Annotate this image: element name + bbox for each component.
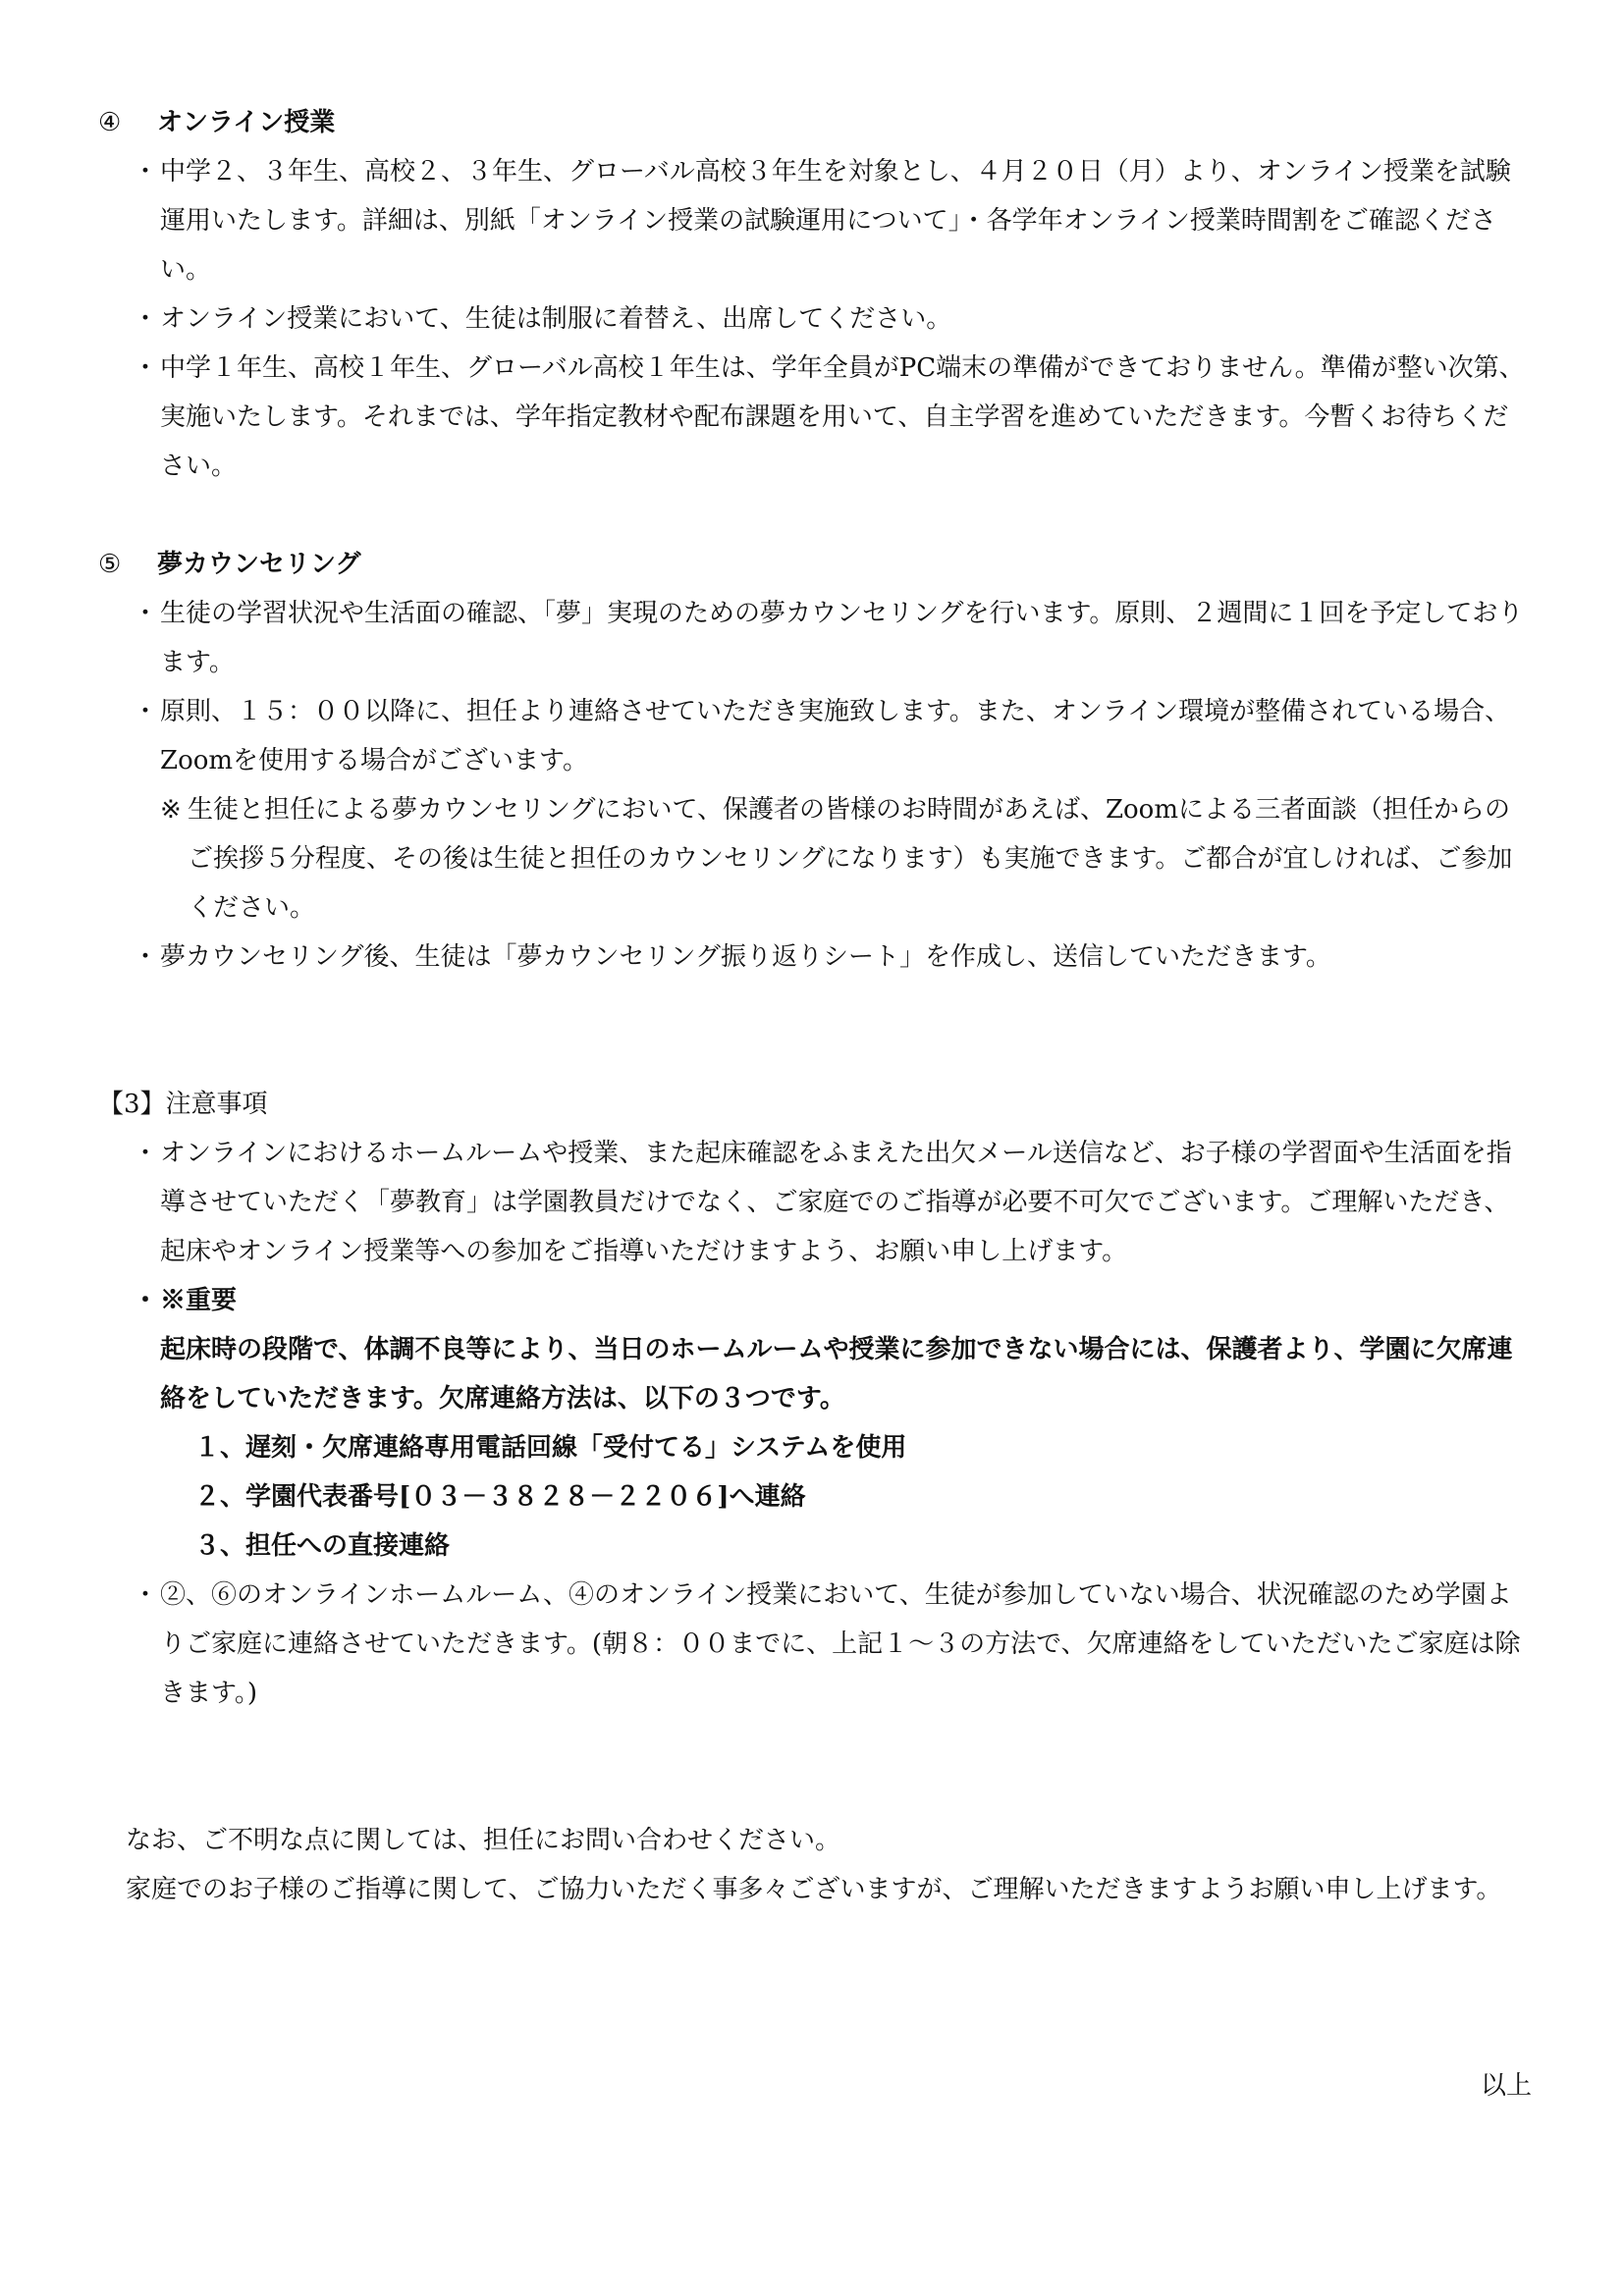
bullet-text: 原則、１５：００以降に、担任より連絡させていただき実施致します。また、オンライン環境が整備されている場合、Zoomを使用する場合がございます。 bbox=[160, 697, 1511, 775]
important-label-row bbox=[133, 1276, 1532, 1325]
section-4-heading bbox=[98, 98, 1532, 147]
section-5-bullet bbox=[133, 687, 1532, 785]
bullet-text: オンラインにおけるホームルームや授業、また起床確認をふまえた出欠メール送信など、お子様の学習面や生活面を指導させていただく「夢教育」は学園教員だけでなく、ご家庭でのご指導が必要不可欠でございます。ご理解いただき、起床やオンライン授業等への参加をご指導いただけますよう、お願い申し上げます。 bbox=[160, 1139, 1512, 1266]
notes-bullet bbox=[133, 1571, 1532, 1718]
note-text: 生徒と担任による夢カウンセリングにおいて、保護者の皆様のお時間があえば、Zoomによる三者面談（担任からのご挨拶５分程度、その後は生徒と担任のカウンセリングになります）も実施できます。ご都合が宜しければ、ご参加ください。 bbox=[188, 795, 1513, 923]
closing-paragraph: 家庭でのお子様のご指導に関して、ご協力いただく事多々ございますが、ご理解いただきますようお願い申し上げます。 bbox=[126, 1875, 1502, 1904]
notes-heading: 【3】注意事項 bbox=[98, 1090, 268, 1119]
closing-end: 以上 bbox=[1480, 2071, 1532, 2101]
bullet-mark: ・ bbox=[133, 1580, 159, 1610]
note-mark: ※ bbox=[160, 795, 182, 825]
section-5-note bbox=[160, 785, 1532, 933]
bullet-text: 中学１年生、高校１年生、グローバル高校１年生は、学年全員がPC端末の準備ができておりません。準備が整い次第、実施いたします。それまでは、学年指定教材や配布課題を用いて、自主学習を進めていただきます。今暫くお待ちください。 bbox=[160, 353, 1525, 481]
bullet-text: 生徒の学習状況や生活面の確認、「夢」実現のための夢カウンセリングを行います。原則、２週間に１回を予定しております。 bbox=[160, 599, 1524, 677]
bullet-mark: ・ bbox=[133, 942, 159, 972]
section-4-title: オンライン授業 bbox=[157, 108, 336, 137]
section-4-bullet bbox=[133, 344, 1532, 491]
section-5-heading bbox=[98, 540, 1532, 589]
contact-method: ２、学園代表番号[０３－３８２８－２２０６]へ連絡 bbox=[194, 1482, 806, 1512]
contact-method: ３、担任への直接連絡 bbox=[194, 1531, 451, 1561]
bullet-mark: ・ bbox=[133, 1286, 159, 1315]
notes-bullet bbox=[133, 1129, 1532, 1276]
document-page bbox=[98, 98, 1532, 2110]
section-5-bullet bbox=[133, 933, 1532, 982]
section-4-bullet bbox=[133, 294, 1532, 344]
bullet-mark: ・ bbox=[133, 599, 159, 628]
bullet-mark: ・ bbox=[133, 697, 159, 726]
bullet-text: 夢カウンセリング後、生徒は「夢カウンセリング振り返りシート」を作成し、送信していただきます。 bbox=[160, 942, 1331, 972]
bullet-mark: ・ bbox=[133, 353, 159, 383]
spacer bbox=[98, 1914, 1532, 2012]
section-4-number: ④ bbox=[98, 108, 122, 137]
spacer bbox=[98, 2012, 1532, 2061]
section-5-title: 夢カウンセリング bbox=[157, 550, 361, 579]
section-4-bullet bbox=[133, 147, 1532, 294]
bullet-mark: ・ bbox=[133, 1139, 159, 1168]
spacer bbox=[98, 982, 1532, 1080]
closing-paragraph: なお、ご不明な点に関しては、担任にお問い合わせください。 bbox=[126, 1826, 841, 1855]
bullet-text: ②、⑥のオンラインホームルーム、④のオンライン授業において、生徒が参加していない場合、状況確認のため学園よりご家庭に連絡させていただきます。(朝８：００までに、上記１～３の方法で、欠席連絡をしていただいたご家庭は除きます。) bbox=[160, 1580, 1521, 1708]
bullet-text: オンライン授業において、生徒は制服に着替え、出席してください。 bbox=[160, 304, 952, 334]
spacer bbox=[98, 491, 1532, 540]
bullet-mark: ・ bbox=[133, 157, 159, 187]
bullet-text: 中学２、３年生、高校２、３年生、グローバル高校３年生を対象とし、４月２０日（月）より、オンライン授業を試験運用いたします。詳細は、別紙「オンライン授業の試験運用について」・各学年オンライン授業時間割をご確認ください。 bbox=[160, 157, 1511, 285]
spacer bbox=[98, 1718, 1532, 1816]
important-text: 起床時の段階で、体調不良等により、当日のホームルームや授業に参加できない場合には、保護者より、学園に欠席連絡をしていただきます。欠席連絡方法は、以下の３つです。 bbox=[160, 1335, 1513, 1414]
bullet-mark: ・ bbox=[133, 304, 159, 334]
section-5-number: ⑤ bbox=[98, 550, 122, 579]
section-5-bullet bbox=[133, 589, 1532, 687]
contact-method: １、遅刻・欠席連絡専用電話回線「受付てる」システムを使用 bbox=[194, 1433, 907, 1463]
important-label: ※重要 bbox=[160, 1286, 238, 1315]
